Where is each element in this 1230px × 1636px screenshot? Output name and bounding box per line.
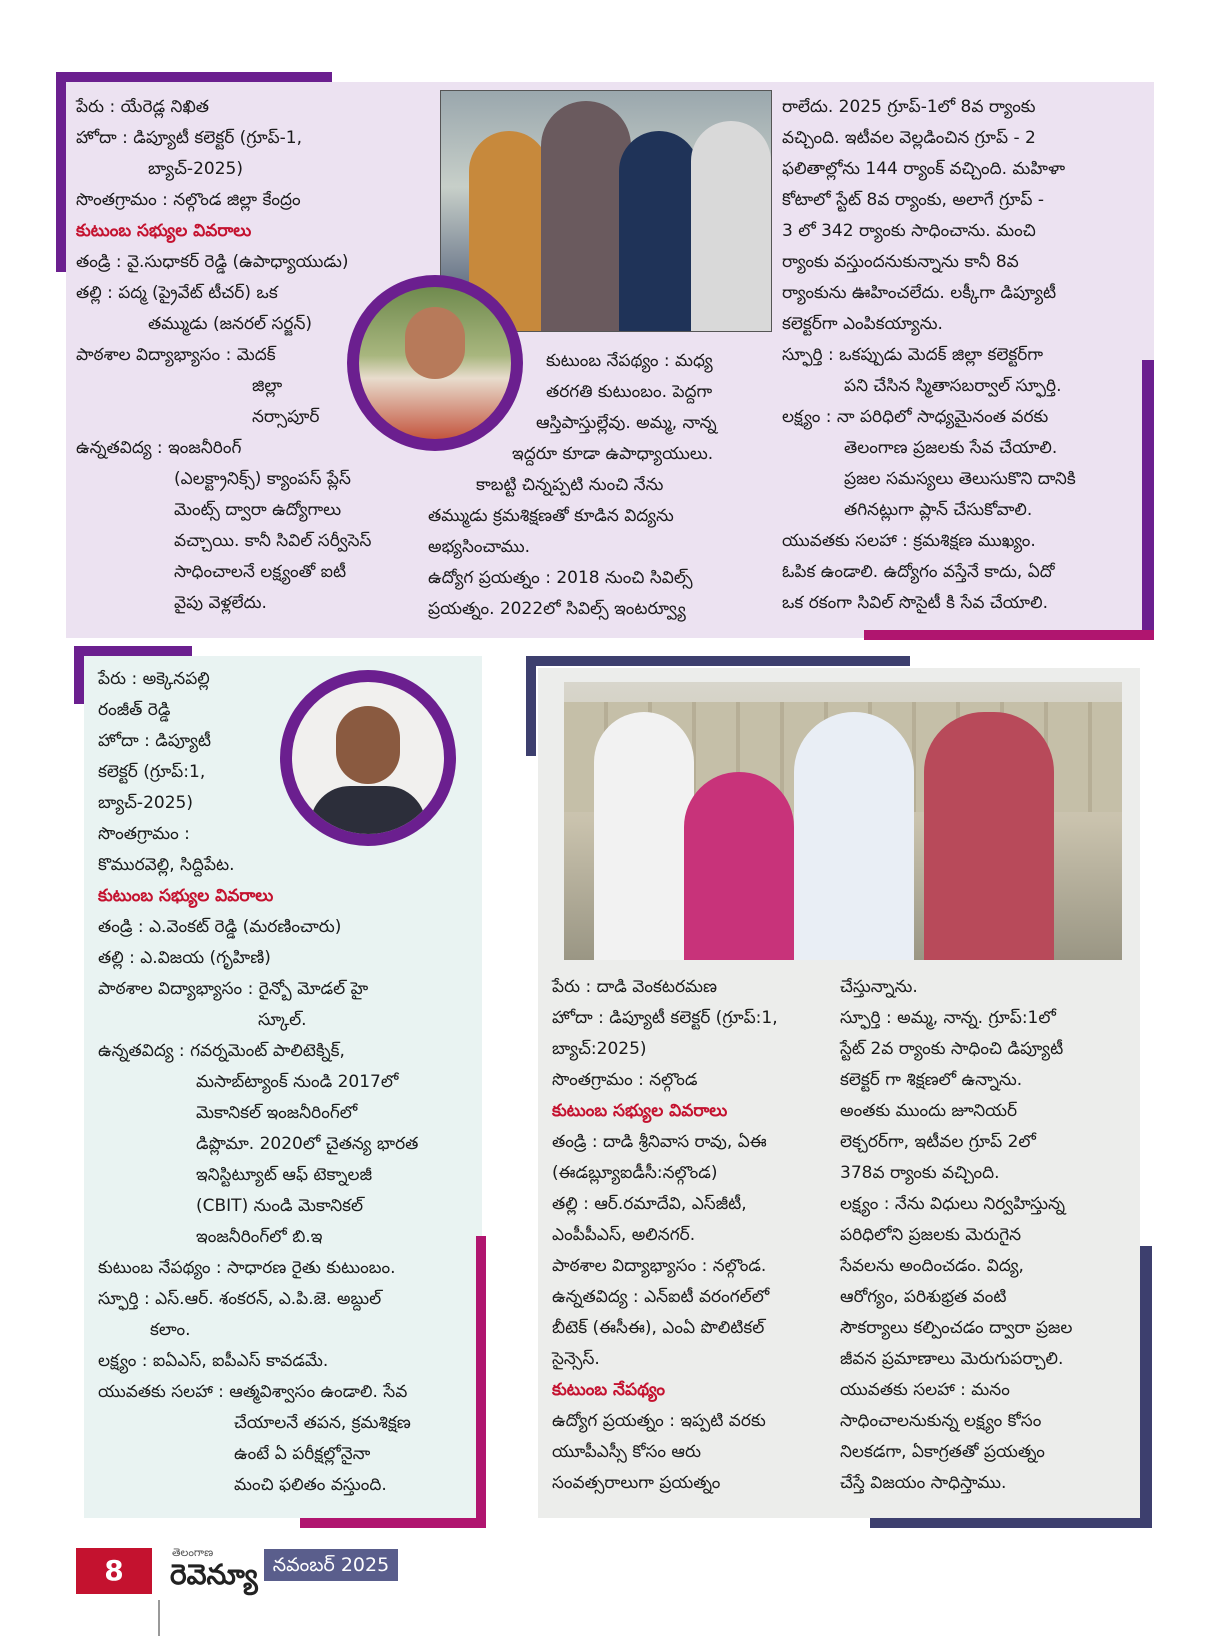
profile1-family-heading: కుటుంబ సభ్యుల వివరాలు [76,221,252,241]
page-number: 8 [76,1548,152,1594]
profile1-father: తండ్రి : వై.సుధాకర్ రెడ్డి (ఉపాధ్యాయుడు) [76,252,349,272]
profile3-advice-cont: సాధించాలనుకున్న లక్ష్యం కోసం [840,1411,1042,1431]
decor-bar-p3-top [526,656,910,666]
profile1-result: కోటాలో స్టేట్ 8వ ర్యాంకు, అలాగే గ్రూప్ - [782,190,1044,210]
profile3-background-heading: కుటుంబ నేపథ్యం [552,1380,665,1400]
footer-divider [158,1600,160,1636]
profile1-higher-edu-cont: సాధించాలనే లక్ష్యంతో ఐటీ [174,562,347,582]
profile3-higher-edu-cont: బీటెక్ (ఈసీఈ), ఎంఏ పొలిటికల్ [552,1318,765,1338]
profile3-higher-edu-cont: సైన్సెస్. [552,1349,600,1369]
profile1-job-attempt-cont: ప్రయత్నం. 2022లో సివిల్స్ ఇంటర్వ్యూ [428,599,686,619]
decor-bar-left-vertical [56,72,66,272]
profile3-mother-cont: ఎంపీపీఎస్, అలినగర్. [552,1225,696,1245]
profile3-left-column [552,972,842,1499]
profile1-middle-column [428,346,758,625]
profile3-hometown: సొంతగ్రామం : నల్గొండ [552,1070,698,1090]
decor-bar-p2-bottom [300,1518,486,1528]
profile3-right-column [840,972,1130,1499]
decor-bar-p2-top [74,646,192,656]
profile3-family-heading: కుటుంబ సభ్యుల వివరాలు [552,1101,728,1121]
profile1-goal-cont: ప్రజల సమస్యలు తెలుసుకొని దానికి [844,469,1076,489]
profile2-higher-edu-cont: (CBIT) నుండి మెకానికల్ [196,1196,364,1216]
profile1-result: రాలేదు. 2025 గ్రూప్-1లో 8వ ర్యాంకు [782,97,1036,117]
profile3-father: తండ్రి : దాడి శ్రీనివాస రావు, ఏఈ [552,1132,767,1152]
profile1-school-cont2: నర్సాపూర్ [252,407,320,427]
profile2-higher-edu-cont: ఇనిస్టిట్యూట్ ఆఫ్ టెక్నాలజీ [196,1165,372,1185]
profile1-school-cont1: జిల్లా [252,376,283,396]
profile2-father: తండ్రి : ఎ.వెంకట్ రెడ్డి (మరణించారు) [98,917,342,937]
profile3-goal: లక్ష్యం : నేను విధులు నిర్వహిస్తున్న [840,1194,1065,1214]
profile1-mother-cont: తమ్ముడు (జనరల్ సర్జన్) [148,314,313,334]
profile3-mother: తల్లి : ఆర్.రమాదేవి, ఎస్‌జీటీ, [552,1194,747,1214]
profile3-inspiration-cont: స్టేట్ 2వ ర్యాంకు సాధించి డిప్యూటీ [840,1039,1064,1059]
profile3-job-attempt: ఉద్యోగ ప్రయత్నం : ఇప్పటి వరకు [552,1411,766,1431]
photo-person-4 [924,712,1054,960]
decor-bar-p3-bottom [870,1518,1152,1528]
profile2-hometown: సొంతగ్రామం : [98,824,190,844]
profile1-result: ర్యాంకును ఊహించలేదు. లక్కీగా డిప్యూటీ [782,283,1057,303]
profile3-goal-cont: సేవలను అందించడం. విద్య, [840,1256,1024,1276]
profile1-goal-cont: తెలంగాణ ప్రజలకు సేవ చేయాలి. [844,438,1058,458]
profile3-school: పాఠశాల విద్యాభ్యాసం : నల్గొండ. [552,1256,767,1276]
profile2-hometown-cont: కొమురవెల్లి, సిద్దిపేట. [98,855,235,875]
profile1-mother: తల్లి : పద్మ (ప్రైవేట్ టీచర్) ఒక [76,283,278,303]
profile2-school-cont: స్కూల్. [258,1010,307,1030]
profile2-higher-edu: ఉన్నతవిద్య : గవర్నమెంట్ పాలిటెక్నిక్, [98,1041,345,1061]
profile1-advice-cont: ఒక రకంగా సివిల్ సొసైటీ కి సేవ చేయాలి. [782,593,1048,613]
profile3-inspiration-cont: కలెక్టర్ గా శిక్షణలో ఉన్నాను. [840,1070,1023,1090]
profile2-advice-cont: మంచి ఫలితం వస్తుంది. [234,1475,387,1495]
profile1-background-cont: కాబట్టి చిన్నప్పటి నుంచి నేను [476,475,664,495]
profile1-background-cont: తరగతి కుటుంబం. పెద్దగా [546,382,713,402]
profile3-advice-cont: చేస్తే విజయం సాధిస్తాము. [840,1473,1007,1493]
profile1-result: ఫలితాల్లోను 144 ర్యాంక్ వచ్చింది. మహిళా [782,159,1066,179]
profile2-post-cont: కలెక్టర్ (గ్రూప్:1, [98,762,206,782]
decor-bar-p3-left [526,656,536,756]
profile1-left-column [76,92,416,619]
magazine-name: రెవెన్యూ [170,1558,258,1591]
profile1-higher-edu-cont: (ఎలక్ట్రానిక్స్) క్యాంపస్ ప్లేస్ [174,469,351,489]
profile1-result: ర్యాంకు వస్తుందనుకున్నాను కానీ 8వ [782,252,1019,272]
profile1-background-cont: ఆస్తిపాస్తుల్లేవు. అమ్మ, నాన్న [536,413,717,433]
profile1-post-cont: బ్యాచ్-2025) [148,159,243,179]
profile3-right-line: చేస్తున్నాను. [840,977,918,997]
profile1-higher-edu-cont: వచ్చాయి. కానీ సివిల్ సర్వీసెస్ [174,531,372,551]
profile1-name: పేరు : యేరెడ్ల నిఖిత [76,97,209,117]
profile3-inspiration-cont: 378వ ర్యాంకు వచ్చింది. [840,1163,1000,1183]
profile3-inspiration-cont: లెక్చరర్‌గా, ఇటీవల గ్రూప్ 2లో [840,1132,1036,1152]
magazine-prefix: తెలంగాణ [172,1546,214,1559]
profile3-goal-cont: పరిధిలోని ప్రజలకు మెరుగైన [840,1225,1022,1245]
profile2-background: కుటుంబ నేపథ్యం : సాధారణ రైతు కుటుంబం. [98,1258,396,1278]
profile2-goal: లక్ష్యం : ఐఏఎస్, ఐపీఎస్ కావడమే. [98,1351,329,1371]
profile3-inspiration: స్ఫూర్తి : అమ్మ, నాన్న. గ్రూప్:1లో [840,1008,1056,1028]
profile2-advice-cont: ఉంటే ఏ పరీక్షల్లోనైనా [234,1444,371,1464]
decor-bar-p3-right [1140,1246,1152,1526]
profile1-inspiration-cont: పని చేసిన స్మితాసబర్వాల్ స్ఫూర్తి. [844,376,1062,396]
photo-person-4 [691,121,771,331]
profile3-advice-cont: నిలకడగా, ఏకాగ్రతతో ప్రయత్నం [840,1442,1045,1462]
profile2-higher-edu-cont: మెకానికల్ ఇంజనీరింగ్‌లో [196,1103,358,1123]
profile2-name: పేరు : అక్కెనపల్లి [98,669,210,689]
profile2-name-cont: రంజీత్ రెడ్డి [98,700,171,720]
decor-bar-top-left [56,72,332,82]
profile2-family-heading: కుటుంబ సభ్యుల వివరాలు [98,886,274,906]
profile2-higher-edu-cont: ఇంజనీరింగ్‌లో బి.ఇ [196,1227,323,1247]
profile2-post: హోదా : డిప్యూటీ [98,731,211,751]
profile1-result: 3 లో 342 ర్యాంకు సాధించాను. మంచి [782,221,1036,241]
issue-date: నవంబర్ 2025 [264,1549,398,1581]
profile3-post: హోదా : డిప్యూటీ కలెక్టర్ (గ్రూప్:1, [552,1008,778,1028]
decor-bar-right-vertical [1142,360,1154,638]
profile2-higher-edu-cont: డిప్లొమా. 2020లో చైతన్య భారత [196,1134,419,1154]
profile2-post-cont: బ్యాచ్-2025) [98,793,193,813]
profile1-school: పాఠశాల విద్యాభ్యాసం : మెదక్ [76,345,276,365]
profile2-advice-cont: చేయాలనే తపన, క్రమశిక్షణ [234,1413,411,1433]
profile2-school: పాఠశాల విద్యాభ్యాసం : రైన్బో మోడల్ హై [98,979,369,999]
profile2-mother: తల్లి : ఎ.విజయ (గృహిణి) [98,948,271,968]
profile1-higher-edu: ఉన్నతవిద్య : ఇంజనీరింగ్ [76,438,242,458]
profile1-result: కలెక్టర్‌గా ఎంపికయ్యాను. [782,314,943,334]
profile1-inspiration: స్ఫూర్తి : ఒకప్పుడు మెదక్ జిల్లా కలెక్టర్‌గా [782,345,1044,365]
profile1-background: కుటుంబ నేపథ్యం : మధ్య [546,351,713,371]
profile1-post: హోదా : డిప్యూటీ కలెక్టర్ (గ్రూప్-1, [76,128,303,148]
profile3-father-cont: (ఈడబ్ల్యూఐడీసీ:నల్గొండ) [552,1163,718,1183]
profile1-background-cont: తమ్ముడు క్రమశిక్షణతో కూడిన విద్యను [428,506,674,526]
decor-bar-p2-right [476,1236,486,1528]
profile3-goal-cont: ఆరోగ్యం, పరిశుభ్రత వంటి [840,1287,1007,1307]
profile3-advice: యువతకు సలహా : మనం [840,1380,1010,1400]
profile1-right-column [782,92,1138,619]
profile1-result: వచ్చింది. ఇటీవల వెల్లడించిన గ్రూప్ - 2 [782,128,1036,148]
profile3-job-attempt-cont: సంవత్సరాలుగా ప్రయత్నం [552,1473,721,1493]
profile2-higher-edu-cont: మసాబ్‌ట్యాంక్ నుండి 2017లో [196,1072,399,1092]
profile3-inspiration-cont: అంతకు ముందు జూనియర్ [840,1101,1018,1121]
profile1-advice-cont: ఓపిక ఉండాలి. ఉద్యోగం వస్తేనే కాదు, ఏదో [782,562,1055,582]
profile3-job-attempt-cont: యూపీఎస్సీ కోసం ఆరు [552,1442,701,1462]
profile1-higher-edu-cont: మెంట్స్ ద్వారా ఉద్యోగాలు [174,500,342,520]
profile1-goal: లక్ష్యం : నా పరిధిలో సాధ్యమైనంత వరకు [782,407,1049,427]
profile2-advice: యువతకు సలహా : ఆత్మవిశ్వాసం ఉండాలి. సేవ [98,1382,408,1402]
photo-person-1 [594,712,694,960]
profile3-goal-cont: సౌకర్యాలు కల్పించడం ద్వారా ప్రజల [840,1318,1073,1338]
profile1-background-cont: ఇద్దరూ కూడా ఉపాధ్యాయులు. [512,444,714,464]
profile3-higher-edu: ఉన్నతవిద్య : ఎన్ఐటీ వరంగల్‌లో [552,1287,770,1307]
profile1-advice: యువతకు సలహా : క్రమశిక్షణ ముఖ్యం. [782,531,1036,551]
photo-person-2 [684,772,794,960]
profile1-higher-edu-cont: వైపు వెళ్లలేదు. [174,593,267,613]
profile1-hometown: సొంతగ్రామం : నల్గొండ జిల్లా కేంద్రం [76,190,301,210]
profile2-inspiration: స్ఫూర్తి : ఎస్.ఆర్. శంకరన్, ఎ.పి.జె. అబ్దుల్ [98,1289,382,1309]
profile2-column [98,664,470,1501]
profile2-inspiration-cont: కలాం. [150,1320,191,1340]
profile1-background-cont: అభ్యసించాము. [428,537,530,557]
photo-person-3 [619,131,699,331]
profile3-name: పేరు : దాడి వెంకటరమణ [552,977,718,997]
profile1-job-attempt: ఉద్యోగ ప్రయత్నం : 2018 నుంచి సివిల్స్ [428,568,693,588]
profile3-goal-cont: జీవన ప్రమాణాలు మెరుగుపర్చాలి. [840,1349,1064,1369]
profile1-goal-cont: తగినట్లుగా ప్లాన్ చేసుకోవాలి. [844,500,1033,520]
photo-person-3 [794,712,914,960]
profile3-post-cont: బ్యాచ్:2025) [552,1039,647,1059]
decor-bar-p2-left [74,646,84,704]
photo-person-2 [541,101,631,331]
decor-bar-bottom-right [864,630,1154,640]
profile3-family-photo [564,682,1122,960]
